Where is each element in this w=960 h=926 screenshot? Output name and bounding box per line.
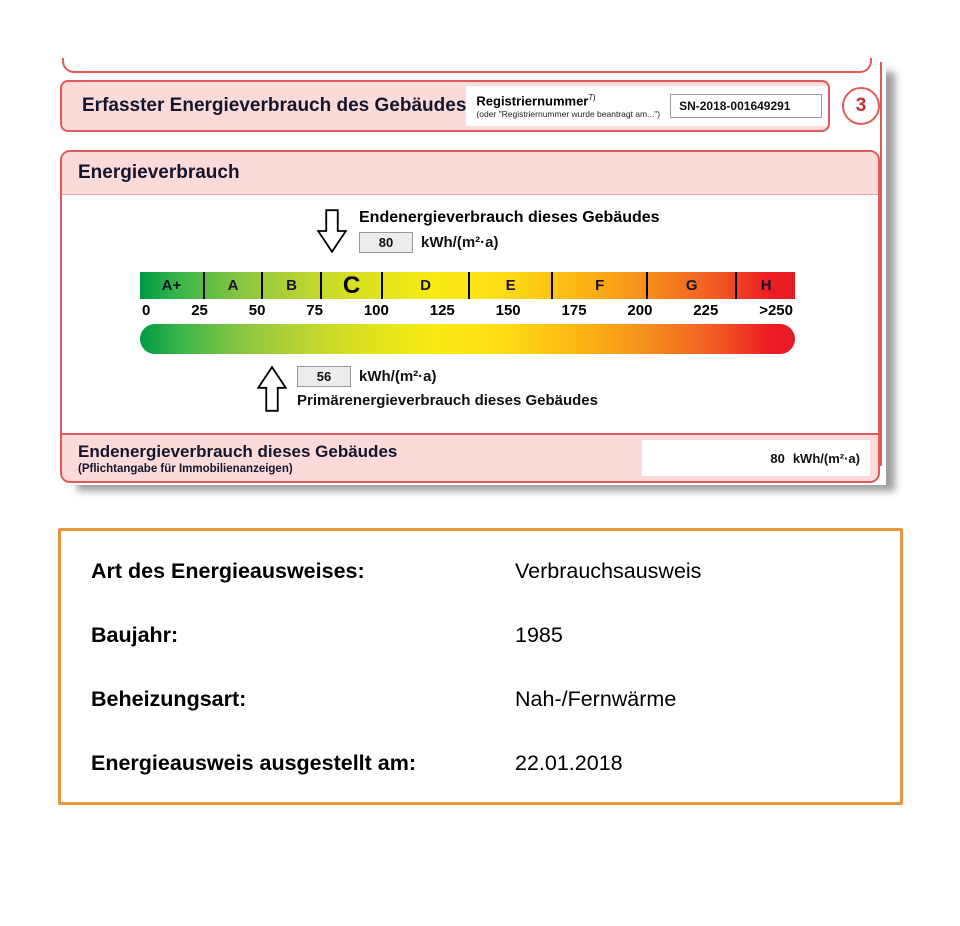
- energy-certificate-page: [60, 58, 886, 485]
- energy-consumption-box: [60, 150, 880, 483]
- primary-energy-texts: [297, 366, 598, 409]
- tick-label: 25: [191, 302, 208, 319]
- info-row-issued: [91, 751, 870, 776]
- tick-label: 175: [561, 302, 587, 319]
- energy-section-body: [62, 195, 878, 433]
- class-segment-c-current: C: [322, 272, 383, 299]
- page-number-badge: 3: [842, 87, 880, 125]
- class-segment-e: E: [470, 272, 553, 299]
- primary-energy-unit: kWh/(m²·a): [359, 368, 437, 385]
- tick-label: 125: [429, 302, 455, 319]
- class-segment-h: H: [760, 277, 772, 294]
- scale-tick-labels: [140, 302, 795, 319]
- registration-labels: [476, 93, 660, 119]
- efficiency-class-bar: [140, 272, 795, 299]
- end-energy-label: Endenergieverbrauch dieses Gebäudes: [359, 209, 660, 226]
- registration-footnote: 7): [588, 92, 596, 102]
- primary-energy-value-row: [297, 366, 598, 387]
- energy-gradient-bar: [140, 324, 795, 354]
- info-row-heating: [91, 687, 870, 712]
- end-energy-footer: [62, 433, 878, 481]
- info-value: 1985: [515, 623, 563, 647]
- end-energy-unit: kWh/(m²·a): [421, 234, 499, 251]
- info-label: Art des Energieausweises:: [91, 559, 365, 583]
- footer-subtitle: (Pflichtangabe für Immobilienanzeigen): [78, 462, 293, 475]
- footer-title: Endenergieverbrauch dieses Gebäudes: [78, 441, 398, 461]
- footer-unit: kWh/(m²·a): [792, 450, 860, 466]
- end-energy-row: [317, 209, 878, 258]
- up-arrow-icon: [257, 366, 287, 417]
- footer-value-field: [642, 440, 870, 476]
- down-arrow-icon: [317, 209, 347, 258]
- info-row-year: [91, 623, 870, 648]
- class-segment-a: A: [205, 272, 263, 299]
- info-row-type: [91, 559, 870, 584]
- end-energy-value-row: [359, 232, 660, 253]
- info-value: 22.01.2018: [515, 751, 623, 775]
- class-segment-b: B: [263, 272, 322, 299]
- footer-titles: [78, 442, 397, 475]
- registration-label: Registriernummer$^{7)}$: [476, 92, 596, 109]
- primary-energy-value-field: 56: [297, 366, 351, 387]
- info-label: Energieausweis ausgestellt am:: [91, 751, 417, 775]
- primary-energy-row: [257, 366, 878, 417]
- tick-label: 100: [363, 302, 389, 319]
- registration-sublabel: (oder "Registriernummer wurde beantragt am..."): [476, 109, 661, 120]
- certificate-summary-box: [58, 528, 903, 805]
- page-right-border: [880, 62, 882, 466]
- info-label: Beheizungsart:: [91, 687, 247, 711]
- class-segment-f: F: [553, 272, 648, 299]
- end-energy-texts: [359, 209, 660, 253]
- tick-label: 50: [248, 302, 266, 319]
- registration-number-field: SN-2018-001649291: [670, 94, 822, 118]
- primary-energy-label: Primärenergieverbrauch dieses Gebäudes: [297, 392, 598, 409]
- section-header-box: [60, 80, 830, 132]
- tick-label: 150: [495, 302, 521, 319]
- tick-label: 225: [693, 302, 719, 319]
- previous-section-edge: [62, 58, 872, 73]
- class-segment-g: G: [648, 272, 737, 299]
- registration-area: [466, 86, 828, 126]
- section-title: Erfasster Energieverbrauch des Gebäudes: [82, 95, 467, 116]
- info-value: Verbrauchsausweis: [515, 559, 702, 583]
- tick-label: 200: [627, 302, 653, 319]
- info-label: Baujahr:: [91, 623, 179, 647]
- tick-label: 0: [142, 302, 151, 319]
- class-segment-d: D: [383, 272, 470, 299]
- class-segment-aplus: A+: [140, 272, 205, 299]
- tick-label: >250: [759, 302, 793, 319]
- efficiency-scale: [140, 272, 795, 354]
- footer-value: 80: [770, 450, 785, 466]
- energy-section-title: Energieverbrauch: [62, 152, 878, 195]
- section-header-row: [60, 80, 886, 132]
- info-value: Nah-/Fernwärme: [515, 687, 677, 711]
- tick-label: 75: [306, 302, 323, 319]
- end-energy-value-field: 80: [359, 232, 413, 253]
